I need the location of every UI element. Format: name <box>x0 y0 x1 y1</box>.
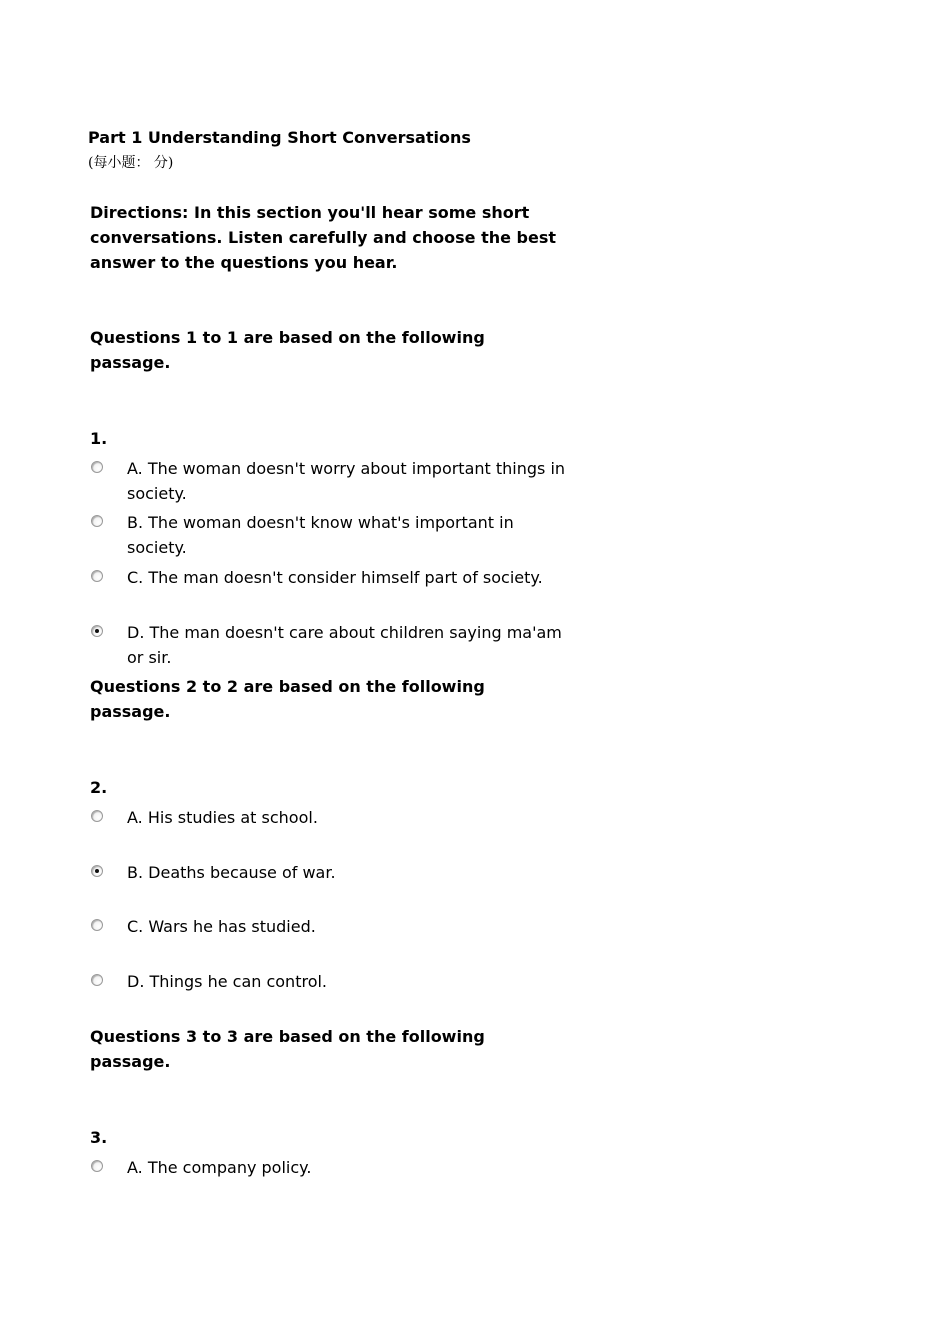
option-text: D. Things he can control. <box>127 972 328 991</box>
question-number: 1. <box>90 429 108 448</box>
radio-button[interactable] <box>91 1160 103 1172</box>
radio-button[interactable] <box>91 865 103 877</box>
radio-button[interactable] <box>91 625 103 637</box>
radio-button[interactable] <box>91 810 103 822</box>
passage-heading: Questions 2 to 2 are based on the following passage. <box>90 677 485 721</box>
question-number: 2. <box>90 778 108 797</box>
option-text: D. The man doesn't care about children saying ma'am or sir. <box>127 623 562 667</box>
option-text: B. The woman doesn't know what's important in society. <box>127 513 514 557</box>
passage-heading: Questions 1 to 1 are based on the following passage. <box>90 328 485 372</box>
option-text: C. The man doesn't consider himself part of society. <box>127 568 543 587</box>
option-text: A. The woman doesn't worry about important things in society. <box>127 459 566 503</box>
option-text: C. Wars he has studied. <box>127 917 316 936</box>
directions: Directions: In this section you'll hear some short conversations. Listen carefully and choose the best answer to the questions you hear. <box>90 203 557 272</box>
passage-heading: Questions 3 to 3 are based on the following passage. <box>90 1027 485 1071</box>
option-text: B. Deaths because of war. <box>127 863 336 882</box>
radio-button[interactable] <box>91 919 103 931</box>
option-text: A. The company policy. <box>127 1158 312 1177</box>
part-title: Part 1 Understanding Short Conversations <box>88 128 471 147</box>
radio-button[interactable] <box>91 461 103 473</box>
question-number: 3. <box>90 1128 108 1147</box>
radio-button[interactable] <box>91 974 103 986</box>
option-text: A. His studies at school. <box>127 808 318 827</box>
radio-button[interactable] <box>91 515 103 527</box>
score-note: (每小题： 分) <box>88 155 174 171</box>
radio-button[interactable] <box>91 570 103 582</box>
